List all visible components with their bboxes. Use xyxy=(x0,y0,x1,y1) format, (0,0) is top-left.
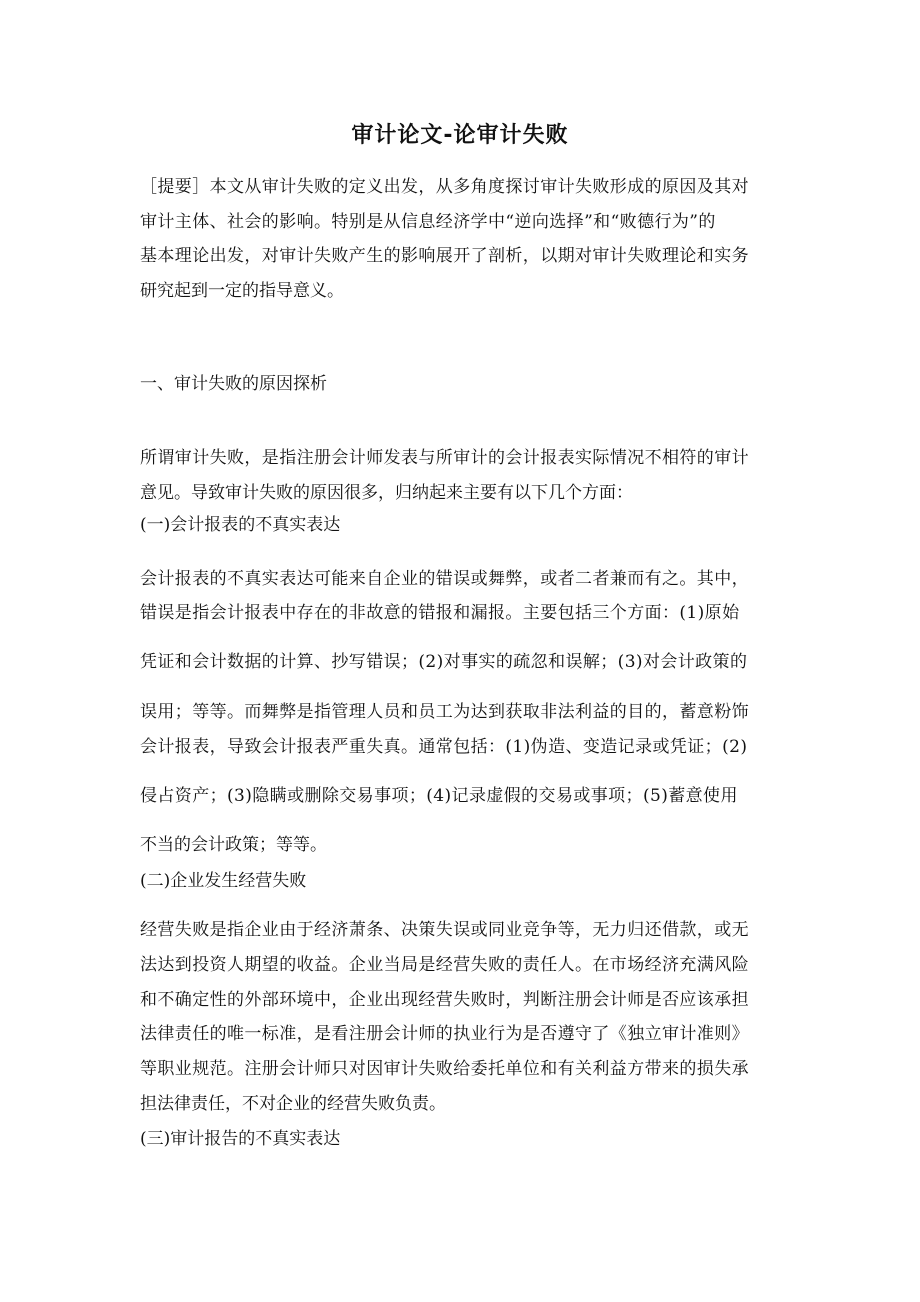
intro-line-1: 所谓审计失败，是指注册会计师发表与所审计的会计报表实际情况不相符的审计 xyxy=(140,448,749,468)
document-title: 审计论文-论审计失败 xyxy=(351,123,569,148)
sub2-line-1: 经营失败是指企业由于经济萧条、决策失误或同业竞争等，无力归还借款，或无 xyxy=(140,920,749,940)
sub1-line-3: 凭证和会计数据的计算、抄写错误；(2)对事实的疏忽和误解；(3)对会计政策的 xyxy=(140,652,748,672)
sub1-line-7: 不当的会计政策；等等。 xyxy=(140,835,327,855)
sub2-line-2: 法达到投资人期望的收益。企业当局是经营失败的责任人。在市场经济充满风险 xyxy=(140,955,749,975)
abstract-line-4: 研究起到一定的指导意义。 xyxy=(140,281,344,301)
sub1-line-1: 会计报表的不真实表达可能来自企业的错误或舞弊，或者二者兼而有之。其中， xyxy=(140,569,749,589)
abstract-line-3: 基本理论出发，对审计失败产生的影响展开了剖析，以期对审计失败理论和实务 xyxy=(140,246,749,266)
abstract-line-2: 审计主体、社会的影响。特别是从信息经济学中“逆向选择”和“败德行为”的 xyxy=(140,212,716,232)
sub1-line-5: 会计报表，导致会计报表严重失真。通常包括：(1)伪造、变造记录或凭证；(2) xyxy=(140,737,748,757)
sub2-line-3: 和不确定性的外部环境中，企业出现经营失败时，判断注册会计师是否应该承担 xyxy=(140,990,749,1010)
sub2-line-4: 法律责任的唯一标准，是看注册会计师的执业行为是否遵守了《独立审计准则》 xyxy=(140,1024,749,1044)
intro-line-2: 意见。导致审计失败的原因很多，归纳起来主要有以下几个方面： xyxy=(140,483,633,503)
section-heading: 一、审计失败的原因探析 xyxy=(140,374,327,394)
sub1-line-2: 错误是指会计报表中存在的非故意的错报和漏报。主要包括三个方面：(1)原始 xyxy=(140,603,740,623)
sub2-line-6: 担法律责任，不对企业的经营失败负责。 xyxy=(140,1094,446,1114)
abstract-line-1: ［提要］本文从审计失败的定义出发，从多角度探讨审计失败形成的原因及其对 xyxy=(140,177,749,197)
subheading-1: (一)会计报表的不真实表达 xyxy=(140,515,341,535)
sub1-line-4: 误用；等等。而舞弊是指管理人员和员工为达到获取非法利益的目的，蓄意粉饰 xyxy=(140,702,749,722)
sub2-line-5: 等职业规范。注册会计师只对因审计失败给委托单位和有关利益方带来的损失承 xyxy=(140,1059,749,1079)
subheading-3: (三)审计报告的不真实表达 xyxy=(140,1129,341,1149)
sub1-line-6: 侵占资产；(3)隐瞒或删除交易事项；(4)记录虚假的交易或事项；(5)蓄意使用 xyxy=(140,786,738,806)
subheading-2: (二)企业发生经营失败 xyxy=(140,871,307,891)
